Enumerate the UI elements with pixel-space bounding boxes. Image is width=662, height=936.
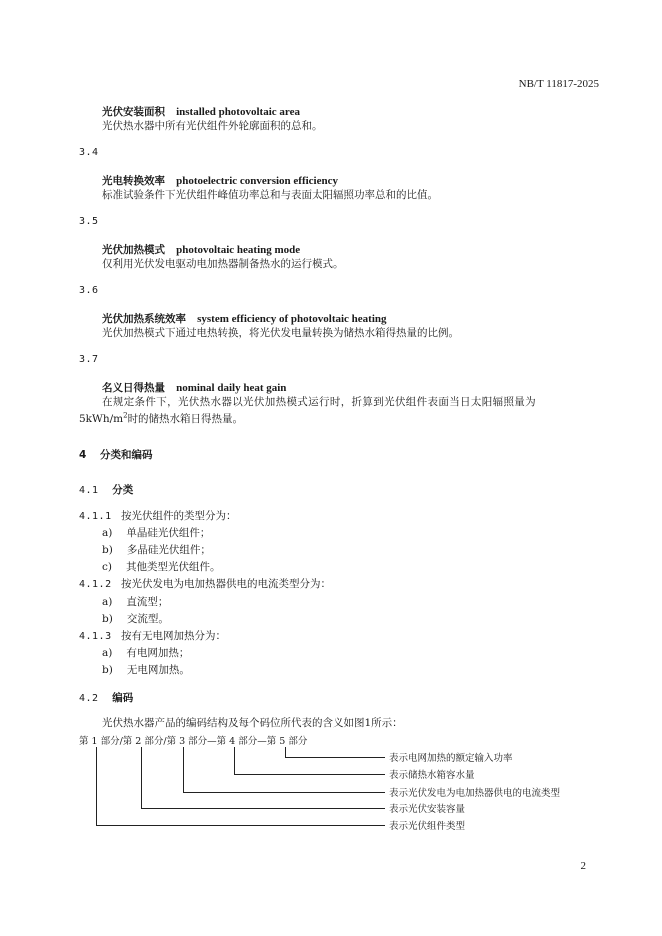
connector-line <box>96 747 97 825</box>
term-heading <box>102 307 387 326</box>
term-definition: 光伏加热模式下通过电热转换，将光伏发电量转换为储热水箱得热量的比例。 <box>102 327 459 339</box>
connector-line <box>141 747 142 808</box>
section-title: 分类和编码 <box>99 449 153 461</box>
section-number: 4 <box>79 449 87 461</box>
list-marker: b) <box>102 544 113 556</box>
subsection-heading <box>79 482 133 497</box>
term-definition: 仅利用光伏发电驱动电加热器制备热水的运行模式。 <box>102 258 344 270</box>
clause-number: 3.5 <box>79 216 99 227</box>
subsection-number: 4.1 <box>79 485 99 496</box>
clause-number: 4.1.1 <box>79 511 112 522</box>
clause-number: 3.6 <box>79 285 99 296</box>
standard-number: NB/T 11817-2025 <box>518 78 599 90</box>
clause-number: 3.4 <box>79 147 99 158</box>
term-heading <box>102 100 300 119</box>
unit-text: 5kWh/m <box>79 413 124 425</box>
diagram-label: 表示储热水箱容水量 <box>389 770 475 781</box>
connector-line <box>285 747 286 757</box>
diagram-label: 表示光伏发电为电加热器供电的电流类型 <box>389 788 561 799</box>
connector-line <box>285 757 385 758</box>
list-item <box>102 611 169 626</box>
term-heading <box>102 376 286 395</box>
list-marker: a) <box>102 647 113 659</box>
connector-line <box>234 747 235 774</box>
term-heading <box>102 169 338 188</box>
list-item <box>102 542 211 557</box>
term-definition-line2 <box>79 411 243 426</box>
list-text: 其他类型光伏组件。 <box>125 561 221 573</box>
clause-number: 4.1.2 <box>79 579 112 590</box>
term-zh: 光伏安装面积 <box>102 106 165 118</box>
term-heading <box>102 238 300 257</box>
section-heading <box>79 447 152 462</box>
connector-line <box>183 792 385 793</box>
coding-intro: 光伏热水器产品的编码结构及每个码位所代表的含义如图1所示： <box>102 717 403 729</box>
list-text: 直流型； <box>126 596 169 608</box>
subsection-title: 分类 <box>112 484 134 496</box>
clause-4-1-1 <box>79 508 236 523</box>
clause-number: 4.1.3 <box>79 631 112 642</box>
list-item <box>102 662 190 677</box>
connector-line <box>234 774 385 775</box>
connector-line <box>183 747 184 792</box>
term-zh: 光伏加热模式 <box>102 244 165 256</box>
subsection-number: 4.2 <box>79 693 99 704</box>
term-en: nominal daily heat gain <box>176 382 287 394</box>
subsection-title: 编码 <box>112 692 134 704</box>
list-marker: b) <box>102 613 113 625</box>
connector-line <box>96 825 385 826</box>
clause-number: 3.7 <box>79 354 99 365</box>
list-text: 有电网加热； <box>126 647 190 659</box>
clause-4-1-3 <box>79 628 226 643</box>
term-definition: 光伏热水器中所有光伏组件外轮廓面积的总和。 <box>102 120 323 132</box>
clause-4-1-2 <box>79 576 331 591</box>
code-structure: 第 1 部分/第 2 部分/第 3 部分—第 4 部分—第 5 部分 <box>79 736 308 747</box>
list-marker: c) <box>102 561 112 573</box>
clause-text: 按有无电网加热分为： <box>120 630 226 642</box>
term-en: photovoltaic heating mode <box>176 244 301 256</box>
diagram-label: 表示光伏安装容量 <box>389 804 466 815</box>
list-text: 单晶硅光伏组件； <box>126 527 211 539</box>
page-number: 2 <box>580 860 586 872</box>
definition-tail: 时的储热水箱日得热量。 <box>127 413 244 425</box>
diagram-label: 表示电网加热的额定输入功率 <box>389 753 513 764</box>
list-marker: b) <box>102 664 113 676</box>
clause-text: 按光伏组件的类型分为： <box>120 510 237 522</box>
list-text: 多晶硅光伏组件； <box>126 544 211 556</box>
diagram-label: 表示光伏组件类型 <box>389 821 466 832</box>
connector-line <box>141 808 385 809</box>
clause-text: 按光伏发电为电加热器供电的电流类型分为： <box>120 578 331 590</box>
list-item <box>102 525 210 540</box>
list-marker: a) <box>102 596 113 608</box>
term-en: system efficiency of photovoltaic heating <box>197 313 387 325</box>
term-definition: 标准试验条件下光伏组件峰值功率总和与表面太阳辐照功率总和的比值。 <box>102 189 438 201</box>
list-item <box>102 559 220 574</box>
term-zh: 光伏加热系统效率 <box>102 313 186 325</box>
term-zh: 光电转换效率 <box>102 175 165 187</box>
list-text: 无电网加热。 <box>126 664 190 676</box>
list-text: 交流型。 <box>126 613 169 625</box>
term-en: photoelectric conversion efficiency <box>176 175 338 187</box>
list-item <box>102 594 168 609</box>
list-marker: a) <box>102 527 113 539</box>
term-definition-line1: 在规定条件下，光伏热水器以光伏加热模式运行时，折算到光伏组件表面当日太阳辐照量为 <box>102 396 536 408</box>
unit-superscript: 2 <box>123 411 128 420</box>
list-item <box>102 645 189 660</box>
term-en: installed photovoltaic area <box>176 106 300 118</box>
subsection-heading <box>79 690 133 705</box>
term-zh: 名义日得热量 <box>102 382 165 394</box>
